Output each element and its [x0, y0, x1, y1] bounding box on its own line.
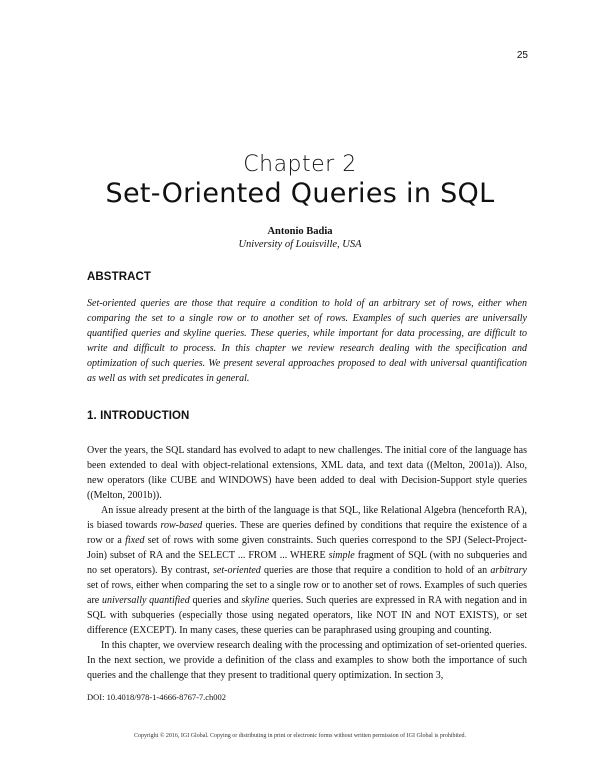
page-number: 25: [516, 50, 528, 61]
intro-paragraph-1: Over the years, the SQL standard has evolved to adapt to new challenges. The initial core of the language has been extended to deal with object-relational extensions, XML data, and text data ((Melton, 2001a)). Also, new operators (like CUBE and WINDOWS) have been added to deal with Decision-Support style queries ((Melton, 2001b)).: [87, 445, 527, 501]
p2-text: queries and: [189, 595, 242, 606]
p2-text: An issue already present at the birth of the language is that SQL, like Relational Algebra (henceforth RA), is biased towards: [87, 505, 527, 531]
intro-paragraph-2: [87, 503, 527, 638]
abstract-text: Set-oriented queries are those that require a condition to hold of an arbitrary set of rows, either when comparing the set to a single row or to another set of rows. Examples of such queries are universally quantified queries and skyline queries. These queries, while important for data processing, are difficult to write and difficult to process. In this chapter we review research dealing with the specification and optimization of such queries. We present several approaches proposed to deal with universal quantification as well as with set predicates in general.: [87, 298, 527, 384]
chapter-title: Set-Oriented Queries in SQL: [105, 178, 495, 209]
introduction-heading: 1. INTRODUCTION: [87, 410, 190, 422]
copyright-notice: Copyright © 2016, IGI Global. Copying or distributing in print or electronic forms without written permission of IGI Global is prohibited.: [133, 733, 466, 739]
introduction-body: [87, 443, 527, 683]
author-block: [0, 225, 600, 251]
author-affiliation: University of Louisville, USA: [238, 239, 362, 250]
p2-emphasis: set-oriented: [213, 565, 261, 576]
intro-paragraph-3: In this chapter, we overview research dealing with the processing and optimization of set-oriented queries. In the next section, we provide a definition of the class and examples to show both the importance of such queries and the challenge that they present to traditional query optimization. In section 3,: [87, 640, 527, 681]
abstract-heading: ABSTRACT: [87, 271, 152, 283]
p2-emphasis: universally quantified: [101, 595, 190, 606]
p2-text: queries. These are queries defined by conditions that require the existence of a row or a: [87, 520, 527, 546]
p2-emphasis: simple: [328, 550, 355, 561]
doi: DOI: 10.4018/978-1-4666-8767-7.ch002: [87, 692, 227, 702]
p2-emphasis: skyline: [241, 595, 270, 606]
p2-emphasis: arbitrary: [490, 565, 527, 576]
author-name: Antonio Badia: [267, 226, 333, 237]
p2-text: set of rows, either when comparing the set to a single row or to another set of rows. Examples of such queries are: [87, 580, 527, 606]
p2-emphasis: row-based: [160, 520, 203, 531]
p2-text: fragment of SQL (with no subqueries and no set operators). By contrast,: [87, 550, 527, 576]
p2-text: set of rows with some given constraints. Such queries correspond to the SPJ (Select-Project-Join) subset of RA and the SELECT ... FROM ... WHERE: [87, 535, 527, 561]
p2-text: queries. Such queries are expressed in RA with negation and in SQL with subqueries (especially those using negated operators, like NOT IN and NOT EXISTS), or set difference (EXCEPT). In many cases, these queries can be paraphrased using grouping and counting.: [87, 595, 527, 636]
p2-emphasis: fixed: [125, 535, 145, 546]
p2-text: queries are those that require a condition to hold of an: [260, 565, 491, 576]
chapter-label: Chapter 2: [243, 152, 357, 177]
